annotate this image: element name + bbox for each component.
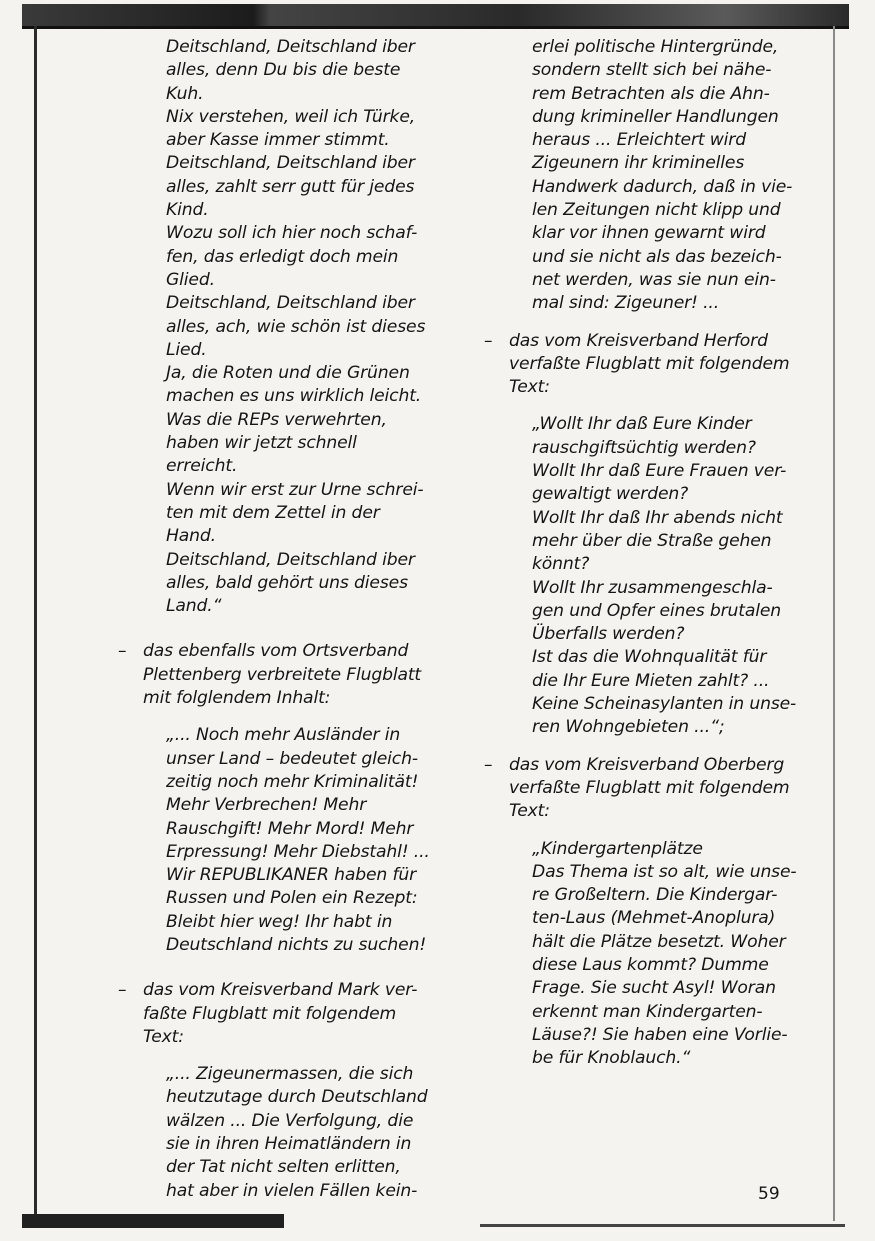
text-line: „Wollt Ihr daß Eure Kinder [532, 414, 752, 435]
block-quote [532, 838, 796, 1071]
text-line: Wenn wir erst zur Urne schrei- [166, 479, 424, 500]
text-line: hat aber in vielen Fällen kein- [166, 1180, 418, 1201]
text-line: Deitschland, Deitschland iber [166, 153, 415, 174]
text-line: Läuse?! Sie haben eine Vorlie- [532, 1024, 788, 1045]
text-line: sondern stellt sich bei nähe- [532, 60, 772, 81]
text-line: mehr über die Straße gehen [532, 530, 772, 551]
bullet-item-herford [484, 330, 796, 400]
text-line: Text: [509, 801, 550, 822]
text-line: Russen und Polen ein Rezept: [166, 888, 418, 909]
bullet-text [143, 640, 448, 710]
text-line: Kind. [166, 200, 209, 221]
text-line: verfaßte Flugblatt mit folgendem [509, 777, 790, 798]
bullet-item-plettenberg [118, 640, 448, 710]
text-line: „... Zigeunermassen, die sich [166, 1064, 414, 1085]
text-line: klar vor ihnen gewarnt wird [532, 223, 766, 244]
text-line: Bleibt hier weg! Ihr habt in [166, 911, 393, 932]
text-line: Mehr Verbrechen! Mehr [166, 795, 367, 816]
text-line: Land.“ [166, 596, 222, 617]
text-line: erlei politische Hintergründe, [532, 37, 779, 57]
text-line: Überfalls werden? [532, 624, 685, 645]
text-line: mit folglendem Inhalt: [143, 688, 331, 709]
block-quote [166, 1063, 448, 1203]
text-line: alles, denn Du bis die beste [166, 60, 401, 81]
text-line: die Ihr Eure Mieten zahlt? ... [532, 670, 770, 691]
text-line: und sie nicht als das bezeich- [532, 246, 782, 267]
text-line: alles, zahlt serr gutt für jedes [166, 176, 415, 197]
text-line: Glied. [166, 269, 215, 290]
text-line: machen es uns wirklich leicht. [166, 386, 422, 407]
text-line: gewaltigt werden? [532, 484, 689, 505]
text-line: gen und Opfer eines brutalen [532, 600, 782, 621]
text-line: faßte Flugblatt mit folgendem [143, 1003, 397, 1024]
text-line: das vom Kreisverband Herford [509, 330, 768, 351]
bullet-dash: – [484, 330, 493, 351]
text-line: das vom Kreisverband Mark ver- [143, 980, 418, 1001]
bullet-item-oberberg [484, 754, 796, 824]
text-line: fen, das erledigt doch mein [166, 246, 399, 267]
text-line: mal sind: Zigeuner! ... [532, 293, 720, 314]
text-line: Hand. [166, 526, 216, 547]
bullet-dash: – [118, 980, 127, 1001]
text-line: dung krimineller Handlungen [532, 106, 779, 127]
text-line: alles, ach, wie schön ist dieses [166, 316, 426, 337]
text-line: len Zeitungen nicht klipp und [532, 200, 781, 221]
right-column [484, 36, 796, 1070]
text-line: Keine Scheinasylanten in unse- [532, 694, 797, 715]
text-line: Zigeunern ihr kriminelles [532, 153, 745, 174]
text-line: net werden, was sie nun ein- [532, 269, 776, 290]
text-line: das vom Kreisverband Oberberg [509, 754, 785, 775]
text-line: aber Kasse immer stimmt. [166, 130, 390, 151]
text-line: Plettenberg verbreitete Flugblatt [143, 664, 422, 685]
text-line: erreicht. [166, 456, 238, 477]
text-line: hält die Plätze besetzt. Woher [532, 931, 786, 952]
text-line: re Großeltern. Die Kindergar- [532, 885, 778, 906]
text-line: das ebenfalls vom Ortsverband [143, 641, 409, 662]
text-line: Deitschland, Deitschland iber [166, 293, 415, 314]
text-line: Deitschland, Deitschland iber [166, 37, 415, 57]
text-line: Erpressung! Mehr Diebstahl! ... [166, 841, 430, 862]
text-line: heraus ... Erleichtert wird [532, 130, 746, 151]
page-number: 59 [758, 1184, 780, 1204]
text-line: rauschgiftsüchtig werden? [532, 437, 756, 458]
text-line: Das Thema ist so alt, wie unse- [532, 861, 797, 882]
text-line: rem Betrachten als die Ahn- [532, 83, 770, 104]
text-line: Wollt Ihr daß Ihr abends nicht [532, 507, 783, 528]
text-line: Wollt Ihr daß Eure Frauen ver- [532, 461, 787, 482]
text-line: Deutschland nichts zu suchen! [166, 934, 427, 955]
scan-border-bottom [22, 1214, 284, 1228]
scan-border-bottom-right [480, 1224, 845, 1227]
text-line: wälzen ... Die Verfolgung, die [166, 1110, 414, 1131]
text-line: Ist das die Wohnqualität für [532, 647, 767, 668]
text-line: verfaßte Flugblatt mit folgendem [509, 353, 790, 374]
text-line: der Tat nicht selten erlitten, [166, 1157, 401, 1178]
text-line: Wir REPUBLIKANER haben für [166, 865, 417, 886]
text-line: „... Noch mehr Ausländer in [166, 725, 401, 746]
bullet-text [509, 330, 796, 400]
text-line: Handwerk dadurch, daß in vie- [532, 176, 793, 197]
bullet-text [509, 754, 796, 824]
block-quote [532, 413, 796, 739]
text-line: erkennt man Kindergarten- [532, 1001, 763, 1022]
bullet-dash: – [484, 754, 493, 775]
scan-border-right [833, 26, 835, 1221]
text-line: könnt? [532, 554, 590, 575]
bullet-text [143, 979, 448, 1049]
text-line: heutzutage durch Deutschland [166, 1087, 428, 1108]
text-line: Deitschland, Deitschland iber [166, 549, 415, 570]
text-line: haben wir jetzt schnell [166, 433, 357, 454]
bullet-dash: – [118, 641, 127, 662]
text-line: Text: [143, 1026, 184, 1047]
poem-tail [166, 36, 448, 618]
text-line: Rauschgift! Mehr Mord! Mehr [166, 818, 414, 839]
bullet-item-mark [118, 979, 448, 1049]
continued-quote [532, 36, 796, 316]
text-line: ren Wohngebieten ...“; [532, 717, 725, 738]
text-line: Frage. Sie sucht Asyl! Woran [532, 978, 776, 999]
scan-border-left [34, 26, 37, 1216]
text-line: Lied. [166, 339, 207, 360]
text-line: diese Laus kommt? Dumme [532, 954, 769, 975]
scan-border-top [22, 4, 849, 29]
block-quote [166, 724, 448, 957]
left-column [118, 36, 448, 1203]
text-line: zeitig noch mehr Kriminalität! [166, 771, 419, 792]
text-line: Kuh. [166, 83, 204, 104]
text-line: ten mit dem Zettel in der [166, 502, 380, 523]
text-line: Ja, die Roten und die Grünen [166, 363, 410, 384]
text-line: Text: [509, 377, 550, 398]
text-line: Wozu soll ich hier noch schaf- [166, 223, 418, 244]
text-line: sie in ihren Heimatländern in [166, 1134, 412, 1155]
text-line: Nix verstehen, weil ich Türke, [166, 106, 416, 127]
text-line: ten-Laus (Mehmet-Anoplura) [532, 908, 776, 929]
text-line: be für Knoblauch.“ [532, 1048, 691, 1069]
text-line: alles, bald gehört uns dieses [166, 572, 408, 593]
text-line: Was die REPs verwehrten, [166, 409, 387, 430]
text-line: Wollt Ihr zusammengeschla- [532, 577, 773, 598]
text-line: unser Land – bedeutet gleich- [166, 748, 418, 769]
text-line: „Kindergartenplätze [532, 838, 703, 859]
